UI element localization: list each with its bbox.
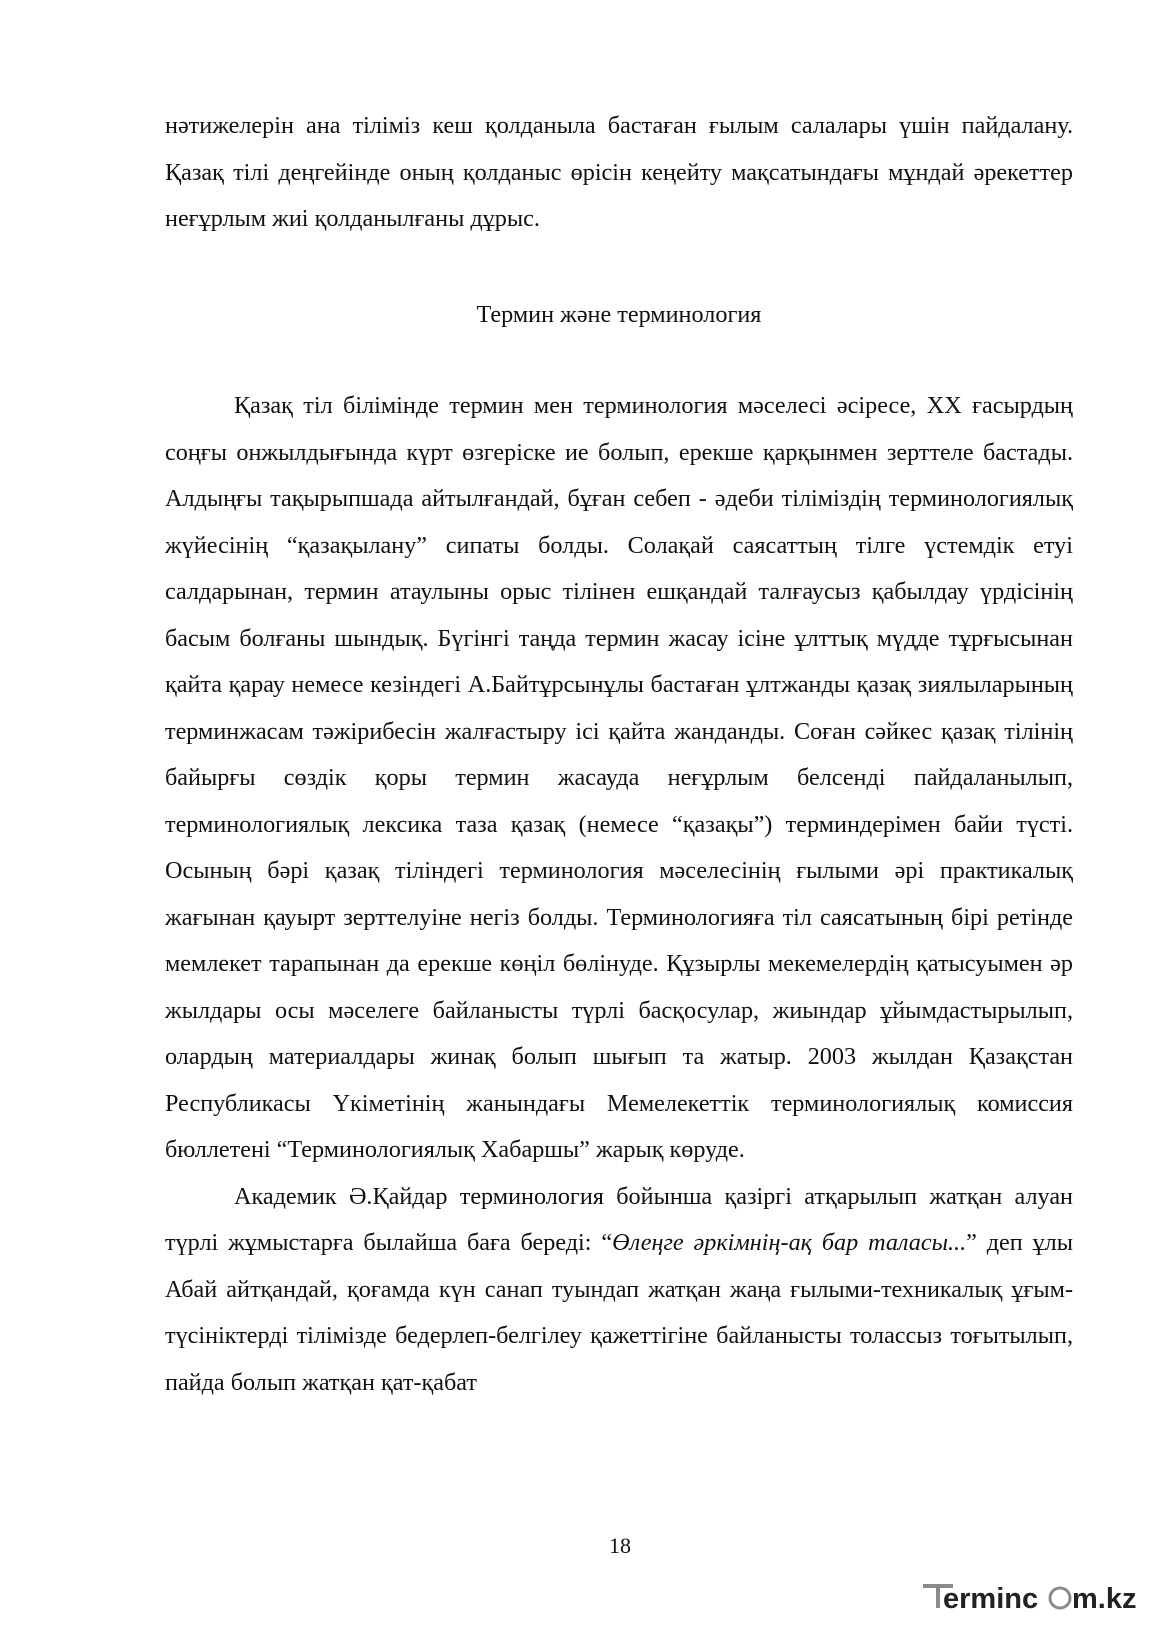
logo-circle-icon [1050, 1588, 1070, 1608]
text-block-main [165, 383, 1073, 1406]
section-heading: Термин және терминология [476, 301, 762, 328]
logo-text-suffix: m.kz [1072, 1583, 1136, 1615]
logo-text: erminc [943, 1583, 1039, 1615]
paragraph-last [165, 1174, 1073, 1407]
paragraph-last-lead: Академик Ә.Қайдар терминология бойынша қазіргі атқарылып жатқан алуан түрлі жұмыстарға былайша баға береді: “ [165, 1182, 1073, 1256]
paragraph-main: Қазақ тіл білімінде термин мен терминология мәселесі әсіресе, ХХ ғасырдың соңғы онжылдығында күрт өзгеріске ие болып, ерекше қарқынмен зерттеле бастады. Алдыңғы тақырыпшада айтылғандай, бұған себеп - әдеби тіліміздің терминологиялық жүйесінің “қазақылану” сипаты болды. Солақай саясаттың тілге үстемдік етуі салдарынан, термин атаулыны орыс тілінен ешқандай талғаусыз қабылдау үрдісінің басым болғаны шындық. Бүгінгі таңда термин жасау ісіне ұлттық мүдде тұрғысынан қайта қарау немесе кезіндегі А.Байтұрсынұлы бастаған ұлтжанды қазақ зиялыларының терминжасам тәжірибесін жалғастыру ісі қайта жанданды. Соған сәйкес қазақ тілінің байырғы сөздік қоры термин жасауда неғұрлым белсенді пайдаланылып, терминологиялық лексика таза қазақ (немесе “қазақы”) терминдерімен байи түсті. Осының бәрі қазақ тіліндегі терминология мәселесінің ғылыми әрі практикалық жағынан қауырт зерттелуіне негіз болды. Терминологияға тіл саясатының бірі ретінде мемлекет тарапынан да ерекше көңіл бөлінуде. Құзырлы мекемелердің қатысуымен әр жылдары осы мәселеге байланысты түрлі басқосулар, жиындар ұйымдастырылып, олардың материалдары жинақ болып шығып та жатыр. 2003 жылдан Қазақстан Республикасы Үкіметінің жанындағы Мемелекеттік терминологиялық комиссия бюллетені “Терминологиялық Хабаршы” жарық көруде. [165, 392, 1073, 1163]
paragraph-top: нәтижелерін ана тіліміз кеш қолданыла бастаған ғылым салалары үшін пайдалану. Қазақ тілі деңгейінде оның қолданыс өрісін кеңейту мақсатындағы мұндай әрекеттер неғұрлым жиі қолданылғаны дұрыс. [165, 112, 1073, 232]
text-block-top [165, 103, 1073, 243]
logo-stem [936, 1584, 940, 1608]
termincom-logo [921, 1575, 1136, 1619]
paragraph-last-tail: ” деп ұлы Абай айтқандай, қоғамда күн санап туындап жатқан жаңа ғылыми-техникалық ұғым-түсініктерді тілімізде бедерлеп-белгілеу қажеттігіне байланысты толассыз тоғытылып, пайда болып жатқан қат-қабат [165, 1229, 1073, 1396]
abai-quote: Өлеңге әркімнің-ақ бар таласы... [612, 1229, 967, 1256]
page-number: 18 [609, 1533, 631, 1558]
